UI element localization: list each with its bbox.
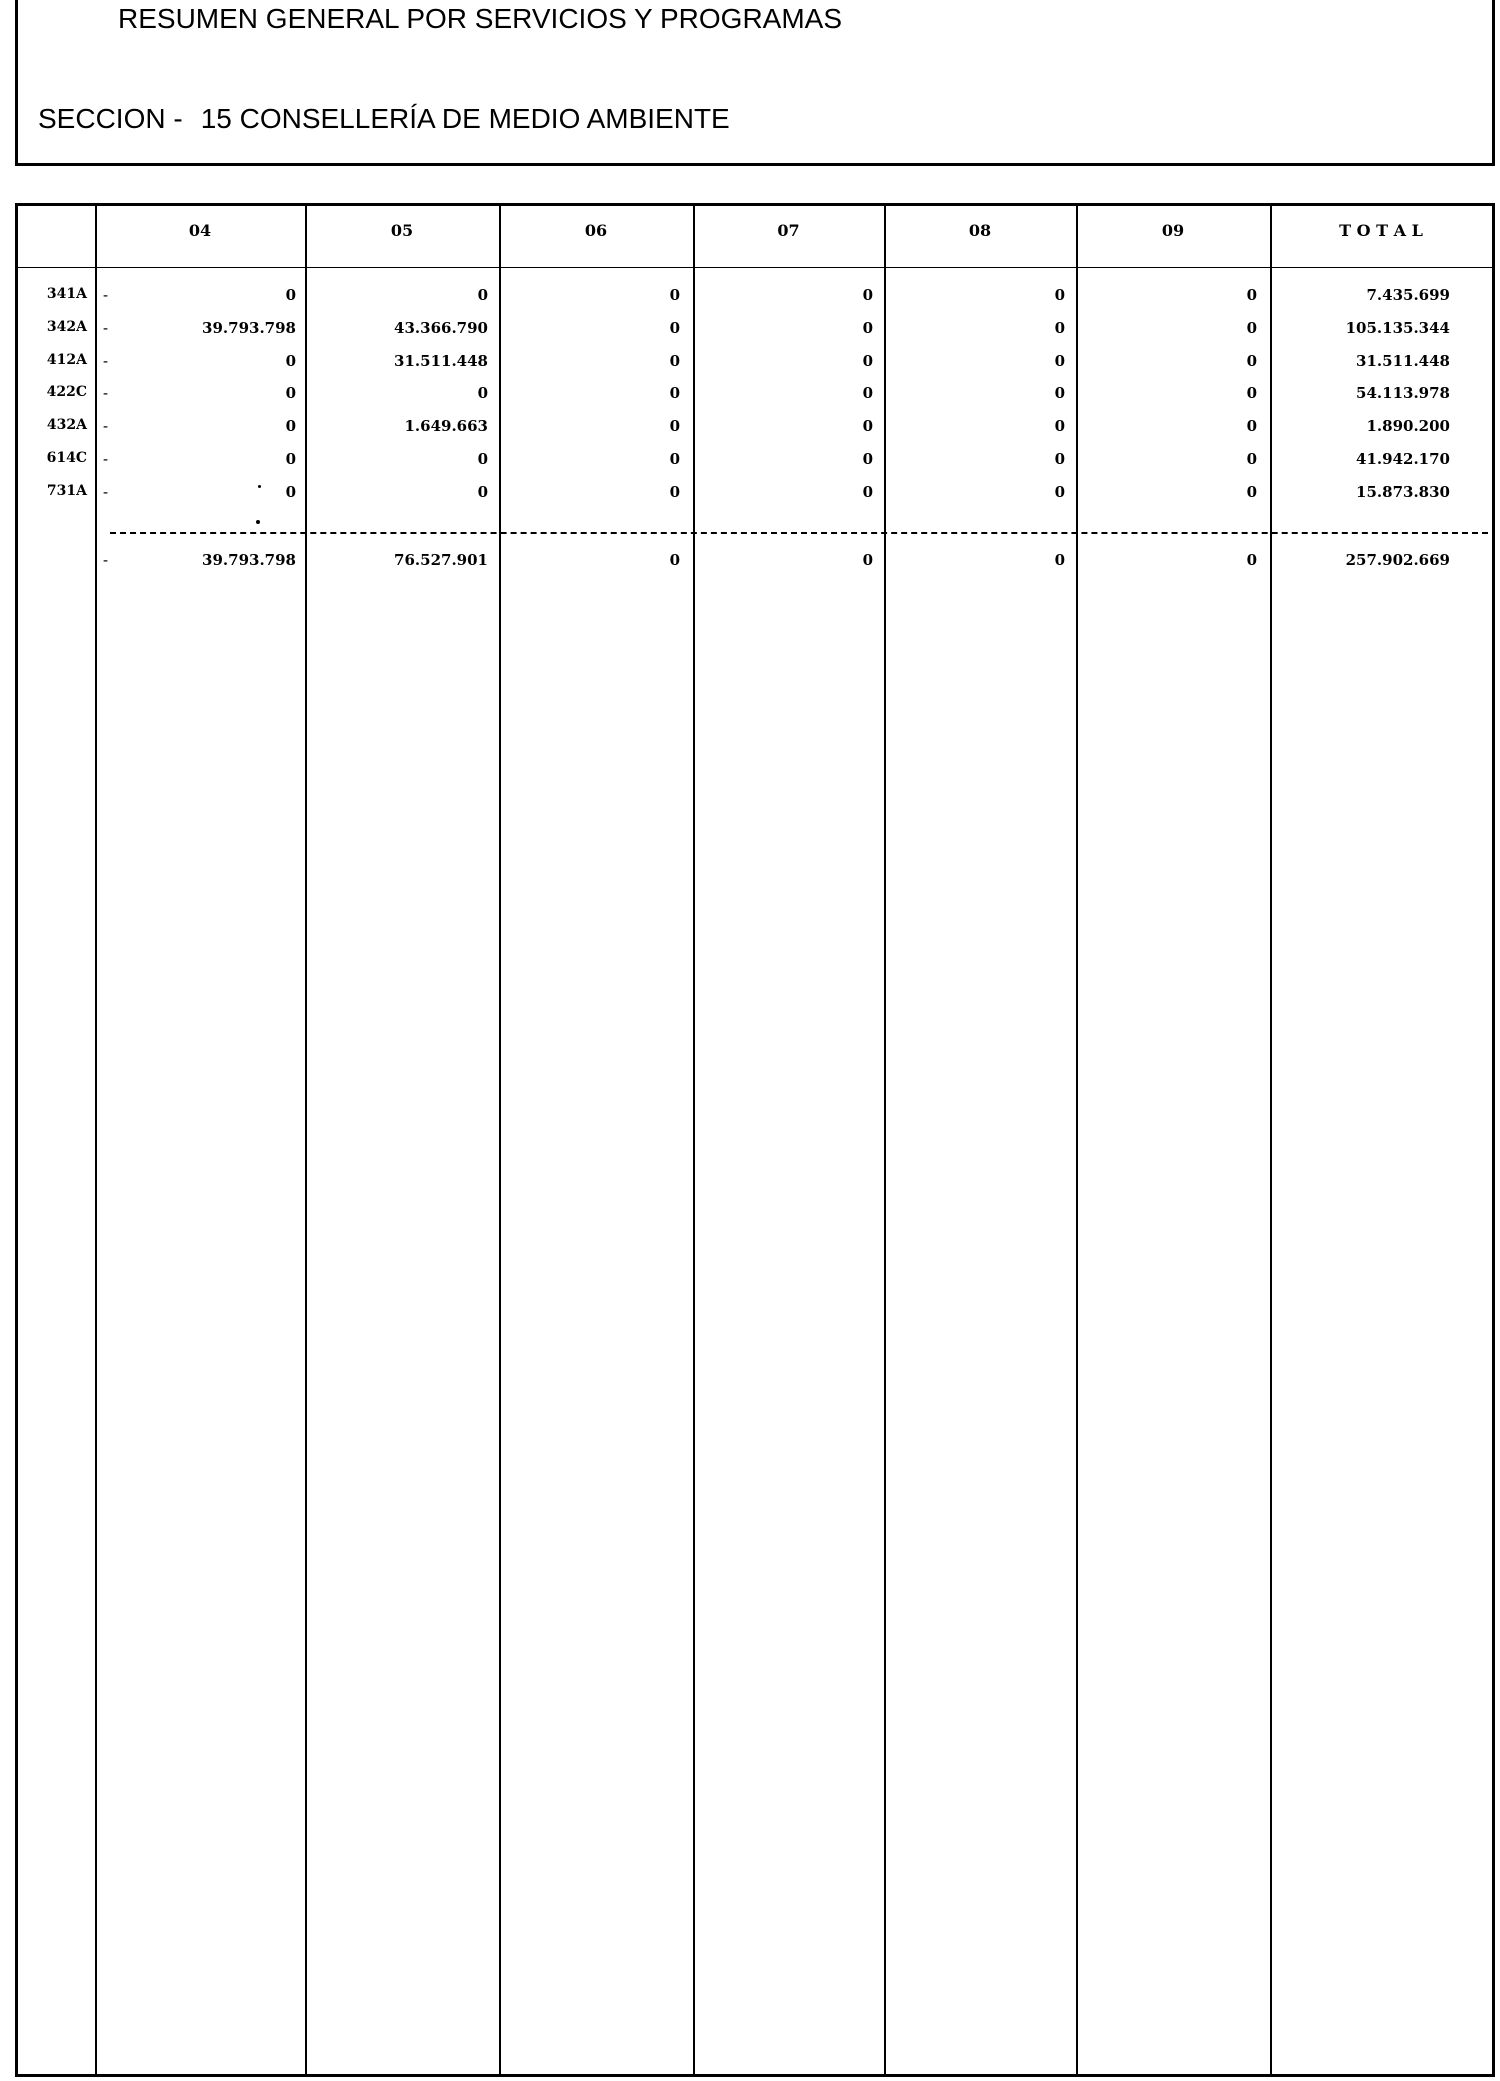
table-cell: 0 [862,286,873,304]
row-total-cell: 15.873.830 [1356,483,1450,501]
table-cell: 0 [669,319,680,337]
table-cell: 0 [477,450,488,468]
total-cell: 76.527.901 [394,551,488,569]
program-code: 432A [46,417,87,433]
table-cell: 0 [285,286,296,304]
program-code: 614C [46,450,87,466]
row-dash: - [101,450,111,468]
row-dash: - [101,384,111,402]
column-header-09: 09 [1161,221,1185,240]
table-cell: 0 [669,384,680,402]
row-dash: - [101,483,111,501]
table-cell: 0 [862,450,873,468]
table-cell: 0 [1054,319,1065,337]
table-cell: 0 [1246,319,1257,337]
table-cell: 0 [1054,352,1065,370]
table-cell: 0 [862,384,873,402]
row-dash: - [101,352,111,370]
row-dash: - [101,319,111,337]
table-cell: 0 [285,483,296,501]
table-cell: 0 [669,417,680,435]
table-cell: 0 [1246,450,1257,468]
column-header-total: T O T A L [1339,221,1423,240]
row-dash: - [101,417,111,435]
summary-table [15,203,1495,2077]
table-cell: 43.366.790 [394,319,488,337]
table-cell: 0 [1246,286,1257,304]
table-cell: 1.649.663 [404,417,488,435]
row-total-cell: 1.890.200 [1366,417,1450,435]
column-header-05: 05 [390,221,414,240]
section-value: 15 CONSELLERÍA DE MEDIO AMBIENTE [200,103,730,134]
table-cell: 0 [1054,417,1065,435]
column-header-06: 06 [584,221,608,240]
table-cell: 0 [1246,483,1257,501]
program-code: 412A [46,352,87,368]
table-cell: 0 [669,352,680,370]
table-cell: 39.793.798 [202,319,296,337]
total-cell: 0 [669,551,680,569]
table-cell: 0 [285,352,296,370]
table-cell: 0 [1246,352,1257,370]
table-cell: 0 [1054,483,1065,501]
column-header-08: 08 [968,221,992,240]
column-header-07: 07 [777,221,800,240]
program-code: 422C [46,384,87,400]
row-total-cell: 41.942.170 [1356,450,1450,468]
table-cell: 0 [477,483,488,501]
row-total-cell: 7.435.699 [1366,286,1450,304]
total-cell: 0 [1054,551,1065,569]
column-divider [95,206,97,2074]
table-cell: 0 [669,286,680,304]
table-cell: 0 [477,384,488,402]
table-cell: 0 [477,286,488,304]
total-cell: 0 [862,551,873,569]
row-dash: - [101,286,111,304]
table-cell: 31.511.448 [394,352,488,370]
table-cell: 0 [862,417,873,435]
program-code: 341A [46,286,87,302]
subtotal-dashed-rule [110,532,1488,534]
table-cell: 0 [1054,384,1065,402]
row-total-cell: 105.135.344 [1345,319,1450,337]
program-code: 731A [46,483,87,499]
scan-speck [256,520,260,524]
table-cell: 0 [862,319,873,337]
table-cell: 0 [285,450,296,468]
table-cell: 0 [1246,384,1257,402]
grand-total-cell: 257.902.669 [1345,551,1450,569]
total-cell: 0 [1246,551,1257,569]
section-line [38,103,730,135]
table-cell: 0 [862,483,873,501]
program-code: 342A [46,319,87,335]
table-cell: 0 [1246,417,1257,435]
row-total-cell: 54.113.978 [1356,384,1450,402]
table-cell: 0 [1054,450,1065,468]
report-header-box [15,0,1495,166]
table-cell: 0 [862,352,873,370]
table-cell: 0 [669,483,680,501]
total-cell: 39.793.798 [202,551,296,569]
table-cell: 0 [285,384,296,402]
row-total-cell: 31.511.448 [1356,352,1450,370]
column-header-04: 04 [188,221,212,240]
report-title: RESUMEN GENERAL POR SERVICIOS Y PROGRAMAS [118,3,843,34]
section-label: SECCION - [38,103,183,134]
table-cell: 0 [1054,286,1065,304]
column-divider [305,206,307,2074]
total-row-dash: - [101,551,111,569]
table-cell: 0 [669,450,680,468]
table-cell: 0 [285,417,296,435]
